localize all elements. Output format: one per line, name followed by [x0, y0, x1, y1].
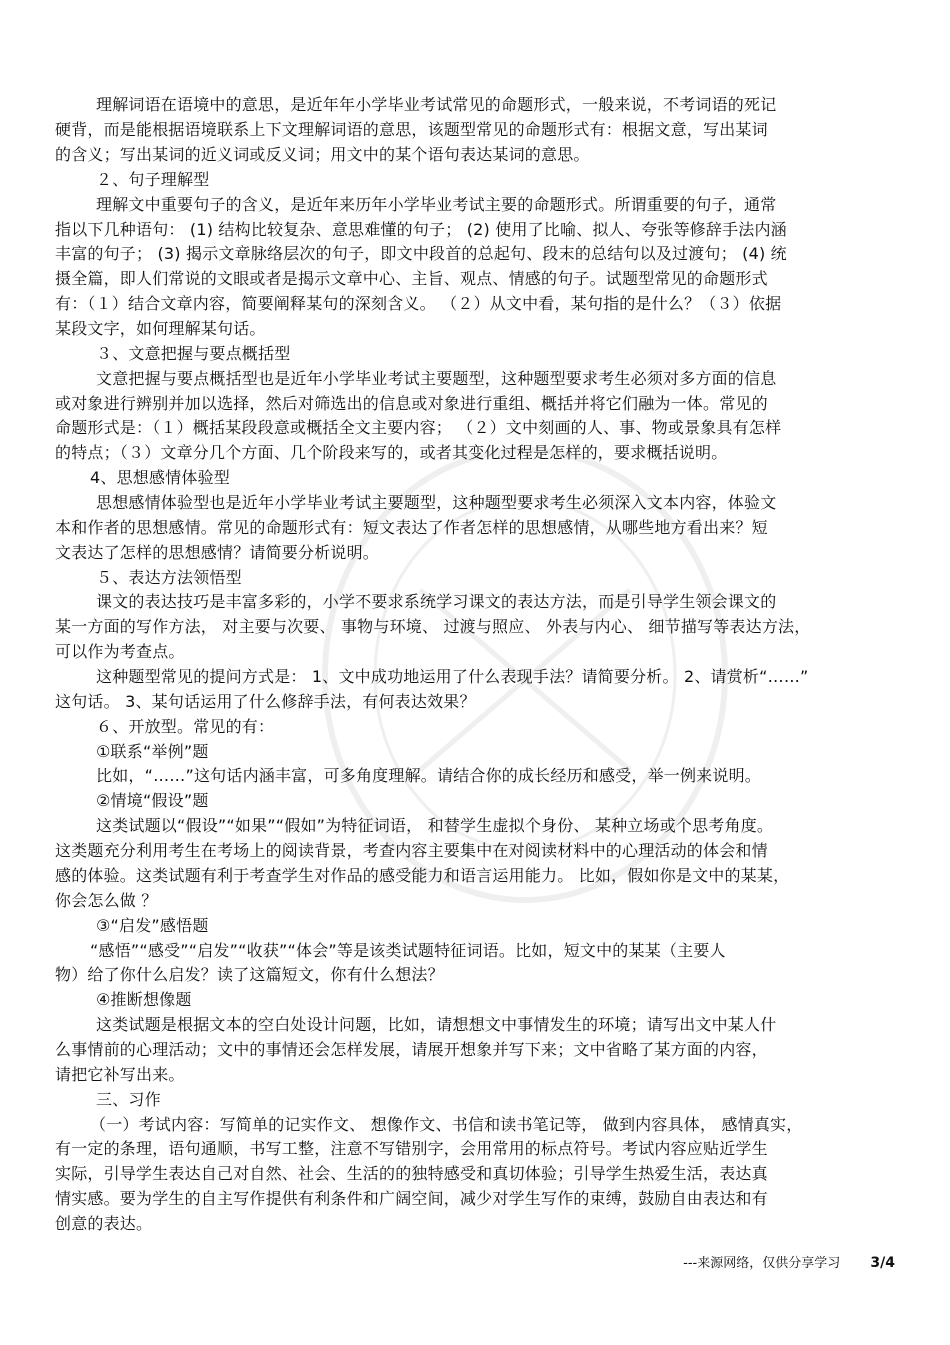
text-line: 这类题充分利用考生在考场上的阅读背景，考查内容主要集中在对阅读材料中的心理活动的体会和情 — [55, 841, 768, 860]
section-heading: ６、开放型。常见的有： — [96, 717, 275, 736]
page-number: 3/4 — [870, 1255, 895, 1271]
text-line: （一）考试内容：写简单的记实作文、 想像作文、书信和读书笔记等， 做到内容具体， 感情真实， — [90, 1115, 803, 1134]
subsection-heading: ②情境“假设”题 — [96, 791, 209, 810]
text-line: “感悟”“感受”“启发”“收获”“体会”等是该类试题特征词语。比如，短文中的某某（主要人 — [90, 941, 726, 960]
text-line: 思想感情体验型也是近年小学毕业考试主要题型，这种题型要求考生必须深入文本内容，体验文 — [96, 493, 777, 512]
text-line: 命题形式是：（１）概括某段段意或概括全文主要内容； （２）文中刻画的人、事、物或景象具有怎样 — [55, 418, 782, 437]
text-line: 实际，引导学生表达自己对自然、社会、生活的的独特感受和真切体验；引导学生热爱生活，表达真 — [55, 1164, 768, 1183]
text-line: 有一定的条理，语句通顺，书写工整，注意不写错别字，会用常用的标点符号。考试内容应贴近学生 — [55, 1139, 768, 1158]
footer-source: ---来源网络，仅供分享学习 — [683, 1256, 841, 1271]
text-line: 情实感。要为学生的自主写作提供有利条件和广阔空间，减少对学生写作的束缚，鼓励自由表达和有 — [55, 1189, 768, 1208]
section-heading: ２、句子理解型 — [96, 170, 210, 189]
text-line: 么事情前的心理活动；文中的事情还会怎样发展，请展开想象并写下来；文中省略了某方面的内容， — [55, 1040, 768, 1059]
text-line: 的含义；写出某词的近义词或反义词；用文中的某个语句表达某词的意思。 — [55, 145, 590, 164]
text-line: 某段文字，如何理解某句话。 — [55, 319, 266, 338]
text-line: 摄全篇，即人们常说的文眼或者是揭示文章中心、主旨、观点、情感的句子。试题型常见的命题形式 — [55, 269, 768, 288]
section-heading: ３、文意把握与要点概括型 — [96, 344, 291, 363]
text-line: 指以下几种语句： (1) 结构比较复杂、意思难懂的句子； (2) 使用了比喻、拟人、夸张等修辞手法内涵 — [55, 220, 787, 239]
text-line: 理解文中重要句子的含义，是近年来历年小学毕业考试主要的命题形式。所谓重要的句子，通常 — [96, 195, 777, 214]
subsection-heading: ①联系“举例”题 — [96, 742, 209, 761]
text-line: 本和作者的思想感情。常见的命题形式有：短文表达了作者怎样的思想感情，从哪些地方看出来？短 — [55, 518, 768, 537]
text-line: 请把它补写出来。 — [55, 1065, 185, 1084]
text-line: 你会怎么做 ？ — [55, 891, 158, 910]
text-line: 物）给了你什么启发？读了这篇短文，你有什么想法？ — [55, 965, 444, 984]
section-heading: 4、思想感情体验型 — [90, 468, 230, 487]
text-line: 创意的表达。 — [55, 1214, 153, 1233]
text-line: 丰富的句子； (3) 揭示文章脉络层次的句子，即文中段首的总起句、段末的总结句以及过渡句； (4) 统 — [55, 244, 787, 263]
text-line: 的特点；（３）文章分几个方面、几个阶段来写的，或者其变化过程是怎样的，要求概括说明。 — [55, 443, 728, 462]
text-line: 或对象进行辨别并加以选择，然后对筛选出的信息或对象进行重组、概括并将它们融为一体。常见的 — [55, 394, 768, 413]
text-line: 硬背，而是能根据语境联系上下文理解词语的意思，该题型常见的命题形式有：根据文意，写出某词 — [55, 120, 768, 139]
text-line: 感的体验。这类试题有利于考查学生对作品的感受能力和语言运用能力。 比如，假如你是文中的某某， — [55, 866, 790, 885]
subsection-heading: ④推断想像题 — [96, 990, 192, 1009]
section-heading: 三、习作 — [96, 1090, 161, 1109]
text-line: 理解词语在语境中的意思，是近年年小学毕业考试常见的命题形式，一般来说，不考词语的死记 — [96, 95, 777, 114]
text-line: 这类试题以“假设”“如果”“假如”为特征词语， 和替学生虚拟个身份、 某种立场或个思考角度。 — [96, 816, 774, 835]
text-line: 有：（１）结合文章内容，简要阐释某句的深刻含义。 （２）从文中看，某句指的是什么？（３）依据 — [55, 294, 782, 313]
text-line: 比如，“……”这句话内涵丰富，可多角度理解。请结合你的成长经历和感受，举一例来说明。 — [96, 766, 761, 785]
text-line: 可以作为考查点。 — [55, 642, 185, 661]
subsection-heading: ③“启发”感悟题 — [96, 916, 209, 935]
section-heading: ５、表达方法领悟型 — [96, 568, 242, 587]
text-line: 这句话。 3、某句话运用了什么修辞手法，有何表达效果？ — [55, 692, 476, 711]
page-footer — [683, 1252, 895, 1271]
text-line: 某一方面的写作方法， 对主要与次要、 事物与环境、 过渡与照应、 外表与内心、 细节描写等表达方法， — [55, 617, 811, 636]
text-line: 这类试题是根据文本的空白处设计问题，比如，请想想文中事情发生的环境；请写出文中某人什 — [96, 1015, 777, 1034]
text-line: 课文的表达技巧是丰富多彩的，小学不要求系统学习课文的表达方法，而是引导学生领会课文的 — [96, 592, 777, 611]
text-line: 这种题型常见的提问方式是： 1、文中成功地运用了什么表现手法？请简要分析。 2、请赏析“……” — [96, 667, 809, 686]
text-line: 文意把握与要点概括型也是近年小学毕业考试主要题型，这种题型要求考生必须对多方面的信息 — [96, 369, 777, 388]
text-line: 文表达了怎样的思想感情？请简要分析说明。 — [55, 543, 380, 562]
